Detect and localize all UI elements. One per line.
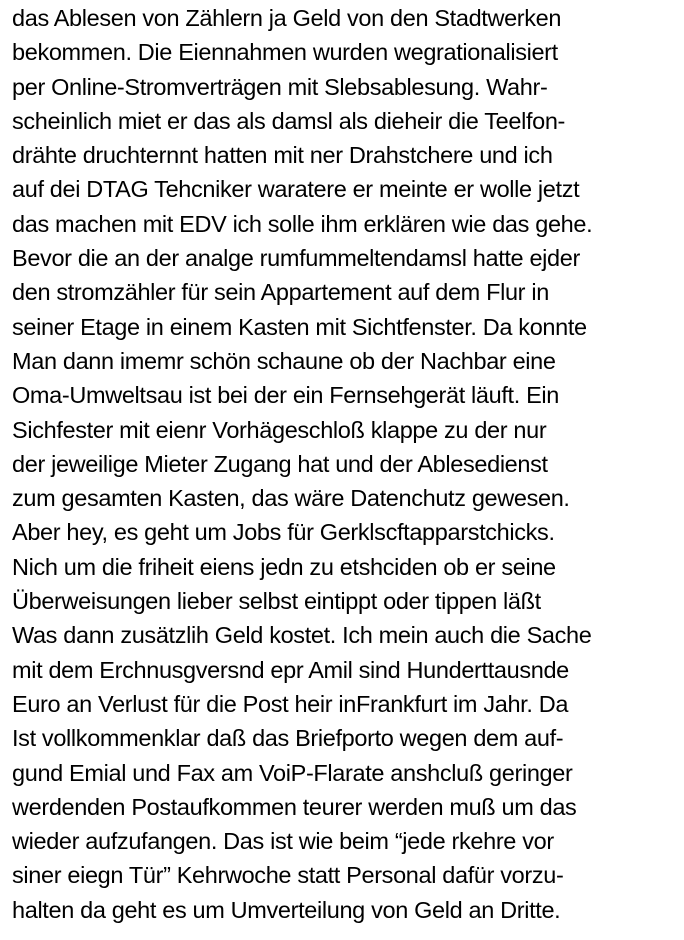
text-line: halten da geht es um Umverteilung von Geld an Dritte. <box>12 896 561 923</box>
text-line: seiner Etage in einem Kasten mit Sichtfenster. Da konnte <box>12 313 587 340</box>
text-line: mit dem Erchnusgversnd epr Amil sind Hunderttausnde <box>12 656 569 683</box>
text-line: Überweisungen lieber selbst eintippt oder tippen läßt <box>12 588 541 615</box>
text-line: werdenden Postaufkommen teurer werden muß um das <box>12 793 577 820</box>
text-line: den stromzähler für sein Appartement auf dem Flur in <box>12 279 549 306</box>
text-line: per Online-Stromverträgen mit Slebsablesung. Wahr- <box>12 73 548 100</box>
text-line: bekommen. Die Eiennahmen wurden wegrationalisiert <box>12 39 558 66</box>
text-line: zum gesamten Kasten, das wäre Datenchutz gewesen. <box>12 485 570 512</box>
text-line: Sichfester mit eienr Vorhägeschloß klappe zu der nur <box>12 416 547 443</box>
text-line: das machen mit EDV ich solle ihm erklären wie das gehe. <box>12 210 593 237</box>
text-line: Was dann zusätzlih Geld kostet. Ich mein auch die Sache <box>12 622 592 649</box>
text-line: Euro an Verlust für die Post heir inFrankfurt im Jahr. Da <box>12 690 569 717</box>
text-line: Ist vollkommenklar daß das Briefporto wegen dem auf- <box>12 725 564 752</box>
text-line: Aber hey, es geht um Jobs für Gerklscftapparstchicks. <box>12 519 555 546</box>
text-line: das Ablesen von Zählern ja Geld von den Stadtwerken <box>12 5 562 31</box>
text-line: der jeweilige Mieter Zugang hat und der Ablesedienst <box>12 450 548 477</box>
text-line: siner eiegn Tür” Kehrwoche statt Personal dafür vorzu- <box>12 862 564 889</box>
text-line: auf dei DTAG Tehcniker waratere er meinte er wolle jetzt <box>12 176 580 203</box>
text-line: Oma-Umweltsau ist bei der ein Fernsehgerät läuft. Ein <box>12 382 559 409</box>
text-line: Bevor die an der analge rumfummeltendamsl hatte ejder <box>12 245 580 272</box>
text-line: scheinlich miet er das als damsl als dieheir die Teelfon- <box>12 107 566 134</box>
text-line: gund Emial und Fax am VoiP-Flarate anshcluß geringer <box>12 759 573 786</box>
text-line: Nich um die friheit eiens jedn zu etshciden ob er seine <box>12 553 556 580</box>
text-line: Man dann imemr schön schaune ob der Nachbar eine <box>12 347 556 374</box>
text-line: drähte druchternnt hatten mit ner Drahstchere und ich <box>12 142 553 169</box>
body-text <box>12 1 680 927</box>
text-line: wieder aufzufangen. Das ist wie beim “jede rkehre vor <box>12 828 554 855</box>
